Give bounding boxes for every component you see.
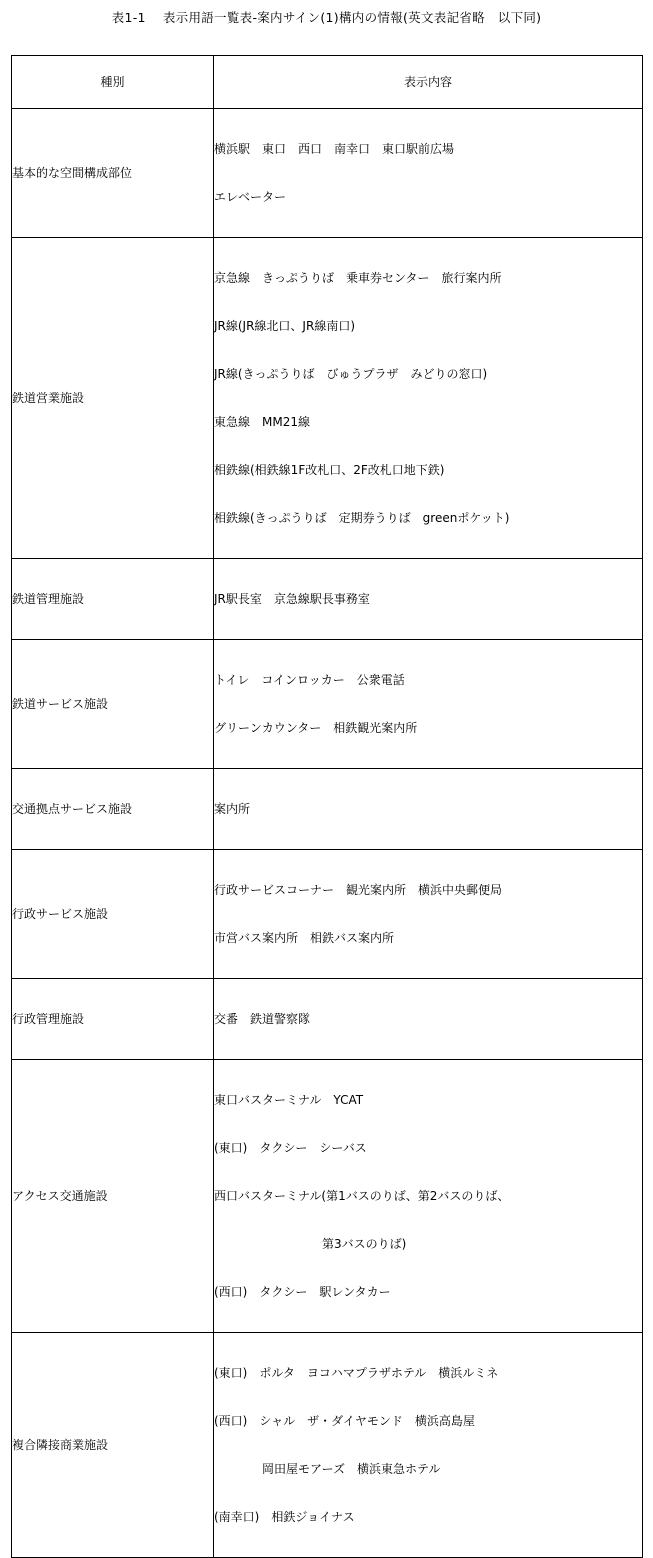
table-row	[12, 109, 643, 238]
content-line: 相鉄線(相鉄線1F改札口、2F改札口地下鉄)	[214, 463, 445, 477]
table-row	[12, 979, 643, 1060]
content-line: 交番 鉄道警察隊	[214, 1012, 311, 1026]
category-cell: 行政サービス施設	[12, 850, 214, 979]
terminology-table	[11, 55, 643, 1558]
content-line: JR線(JR線北口、JR線南口)	[214, 319, 355, 333]
content-cell	[214, 640, 643, 769]
content-line: (南幸口) 相鉄ジョイナス	[214, 1510, 355, 1524]
table-row	[12, 1333, 643, 1558]
content-line: (東口) ポルタ ヨコハマプラザホテル 横浜ルミネ	[214, 1366, 499, 1380]
content-line: (東口) タクシー シーバス	[214, 1141, 367, 1155]
content-line: エレベーター	[214, 190, 287, 204]
table-row	[12, 238, 643, 559]
page-title: 表1-1 表示用語一覧表-案内サイン(1)構内の情報(英文表記省略 以下同)	[111, 10, 542, 25]
table-row	[12, 640, 643, 769]
content-line: 西口バスターミナル(第1バスのりば、第2バスのりば、	[214, 1189, 510, 1203]
content-cell	[214, 1333, 643, 1558]
content-cell	[214, 979, 643, 1060]
table-header-row	[12, 56, 643, 109]
category-cell: 鉄道営業施設	[12, 238, 214, 559]
content-cell	[214, 1060, 643, 1333]
content-line: トイレ コインロッカー 公衆電話	[214, 673, 405, 687]
content-cell	[214, 850, 643, 979]
content-line: 市営バス案内所 相鉄バス案内所	[214, 931, 395, 945]
content-line: 第3バスのりば)	[214, 1237, 407, 1251]
category-cell: 複合隣接商業施設	[12, 1333, 214, 1558]
content-line: JR線(きっぷうりば びゅうプラザ みどりの窓口)	[214, 367, 488, 381]
category-cell: アクセス交通施設	[12, 1060, 214, 1333]
content-line: 横浜駅 東口 西口 南幸口 東口駅前広場	[214, 142, 455, 156]
content-cell	[214, 109, 643, 238]
content-cell	[214, 238, 643, 559]
header-category: 種別	[12, 56, 214, 109]
content-line: グリーンカウンター 相鉄観光案内所	[214, 721, 418, 735]
content-line: 案内所	[214, 802, 251, 816]
content-line: 京急線 きっぷうりば 乗車券センター 旅行案内所	[214, 271, 502, 285]
content-line: 東急線 MM21線	[214, 415, 310, 429]
content-line: 行政サービスコーナー 観光案内所 横浜中央郵便局	[214, 883, 503, 897]
table-row	[12, 1060, 643, 1333]
category-cell: 鉄道管理施設	[12, 559, 214, 640]
content-cell	[214, 769, 643, 850]
content-line: 東口バスターミナル YCAT	[214, 1093, 364, 1107]
category-cell: 行政管理施設	[12, 979, 214, 1060]
header-content: 表示内容	[214, 56, 643, 109]
content-line: JR駅長室 京急線駅長事務室	[214, 592, 370, 606]
table-row	[12, 559, 643, 640]
content-cell	[214, 559, 643, 640]
content-line: 岡田屋モアーズ 横浜東急ホテル	[214, 1462, 441, 1476]
content-line: (西口) シャル ザ・ダイヤモンド 横浜高島屋	[214, 1414, 475, 1428]
content-line: (西口) タクシー 駅レンタカー	[214, 1285, 391, 1299]
category-cell: 基本的な空間構成部位	[12, 109, 214, 238]
table-row	[12, 769, 643, 850]
category-cell: 鉄道サービス施設	[12, 640, 214, 769]
category-cell: 交通拠点サービス施設	[12, 769, 214, 850]
content-line: 相鉄線(きっぷうりば 定期券うりば greenポケット)	[214, 511, 510, 525]
table-row	[12, 850, 643, 979]
